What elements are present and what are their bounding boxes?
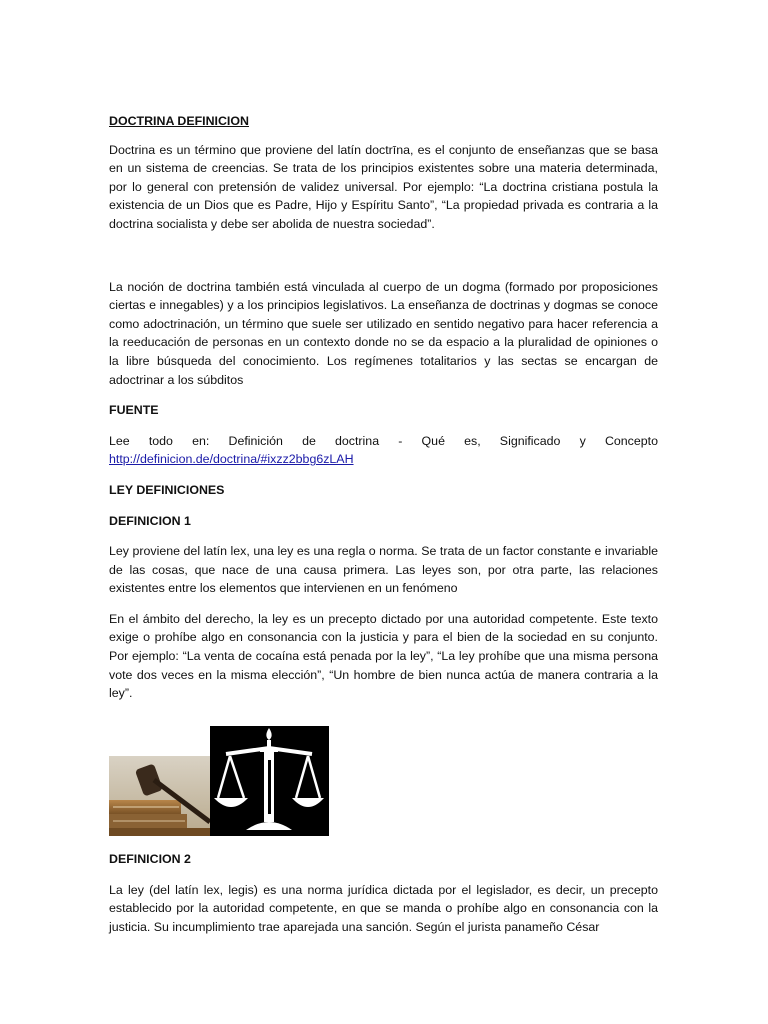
paragraph-doctrina-2: La noción de doctrina también está vinculada al cuerpo de un dogma (formado por proposiciones ciertas e innegables) y a los principios legislativos. La enseñanza de doctrinas y dogmas se conoce como adoctrinación, un término que suele ser utilizado en sentido negativo para hacer referencia a la reeducación de personas en un contexto donde no se da espacio a la pluralidad de opiniones o la libre búsqueda del conocimiento. Los regímenes totalitarios y las sectas se encargan de adoctrinar a los súbditos <box>109 279 658 387</box>
illustrations <box>109 726 329 836</box>
heading-ley: LEY DEFINICIONES <box>109 482 225 497</box>
paragraph-ley-3: La ley (del latín lex, legis) es una norma jurídica dictada por el legislador, es decir, un precepto establecido por la autoridad competente, en que se manda o prohíbe algo en consonancia con la justicia. Su incumplimiento trae aparejada una sanción. Según el jurista panameño César <box>109 882 658 934</box>
fuente-label: FUENTE <box>109 403 159 418</box>
document-body <box>109 112 658 703</box>
paragraph-ley-2: En el ámbito del derecho, la ley es un precepto dictado por una autoridad competente. Este texto exige o prohíbe algo en consonancia con la justicia y para el bien de la sociedad en su conjunto. Por ejemplo: “La venta de cocaína está penada por la ley”, “La ley prohíbe que una misma persona vote dos veces en la misma elección”, “Un hombre de bien nunca actúa de manera contraria a la ley”. <box>109 611 658 701</box>
paragraph-ley-1: Ley proviene del latín lex, una ley es una regla o norma. Se trata de un factor constante e invariable de las cosas, que nace de una causa primera. Las leyes son, por otra parte, las relaciones existentes entre los elementos que intervienen en un fenómeno <box>109 544 658 596</box>
heading-doctrina: DOCTRINA DEFINICION <box>109 114 249 128</box>
gavel-on-books-image <box>109 756 210 836</box>
fuente-text: Lee todo en: Definición de doctrina - Qué es, Significado y Concepto <box>109 433 658 448</box>
fuente-link[interactable]: http://definicion.de/doctrina/#ixzz2bbg6zLAH <box>109 452 354 467</box>
definicion-1-label: DEFINICION 1 <box>109 513 191 528</box>
scales-of-justice-image <box>210 726 329 836</box>
paragraph-doctrina-1: Doctrina es un término que proviene del latín doctrīna, es el conjunto de enseñanzas que se basa en un sistema de creencias. Se trata de los principios existentes sobre una materia determinada, por lo general con pretensión de validez universal. Por ejemplo: “La doctrina cristiana postula la existencia de un Dios que es Padre, Hijo y Espíritu Santo”, “La propiedad privada es contraria a la doctrina socialista y debe ser abolida de nuestra sociedad”. <box>109 142 658 231</box>
gavel-icon <box>109 756 210 836</box>
scales-icon <box>210 726 329 836</box>
document-body-continued <box>109 850 658 936</box>
definicion-2-label: DEFINICION 2 <box>109 852 191 866</box>
